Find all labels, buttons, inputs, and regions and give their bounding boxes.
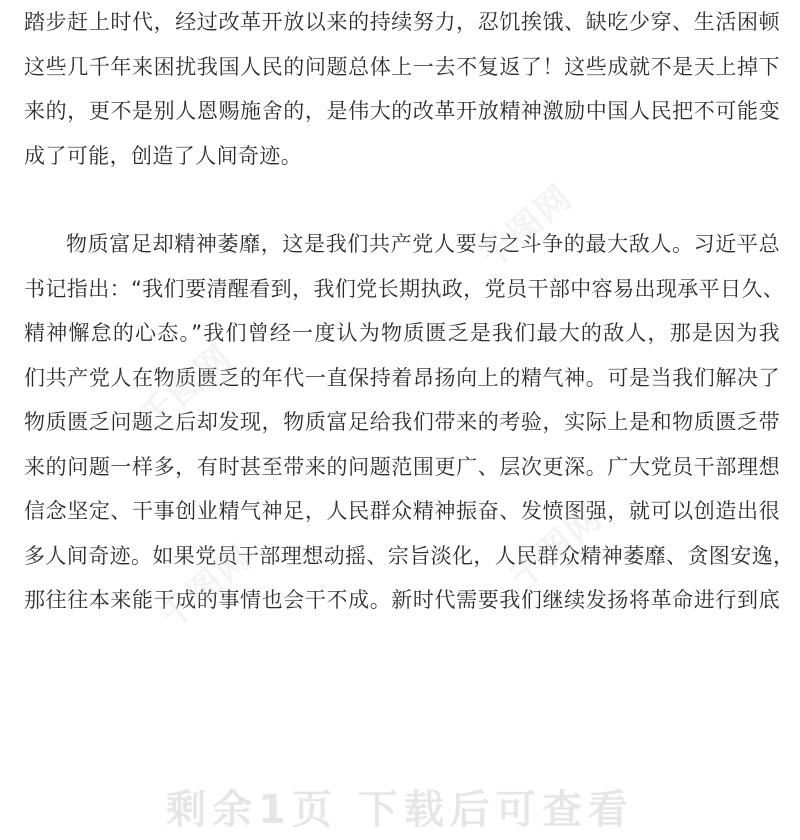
paragraph-2-line-4: 们共产党人在物质匮乏的年代一直保持着昂扬向上的精气神。可是当我们解决了 — [24, 365, 780, 390]
paragraph-1-line-4: 成了可能，创造了人间奇迹。 — [24, 143, 303, 168]
watermark: 千图网 — [152, 537, 261, 638]
paragraph-2-line-8: 多人间奇迹。如果党员干部理想动摇、宗旨淡化，人民群众精神萎靡、贪图安逸， — [24, 543, 795, 568]
watermark: 千图网 — [502, 497, 611, 598]
paragraph-2-line-9: 那往往本来能干成的事情也会干不成。新时代需要我们继续发扬将革命进行到底 — [24, 588, 780, 612]
watermark: 千图网 — [132, 337, 241, 438]
paragraph-1-line-2: 这些几千年来困扰我国人民的问题总体上一去不复返了！这些成就不是天上掉下 — [24, 54, 780, 79]
paragraph-2-line-1: 物质富足却精神萎靡，这是我们共产党人要与之斗争的最大敌人。习近平总 — [66, 232, 780, 256]
paragraph-2-line-7: 信念坚定、干事创业精气神足，人民群众精神振奋、发愤图强，就可以创造出很 — [24, 499, 780, 523]
paragraph-1 — [24, 0, 780, 178]
paragraph-2-line-3: 精神懈怠的心态。”我们曾经一度认为物质匮乏是我们最大的敌人，那是因为我 — [24, 321, 780, 345]
watermark: 千图网 — [472, 177, 581, 278]
paragraph-1-line-3: 来的，更不是别人恩赐施舍的，是伟大的改革开放精神激励中国人民把不可能变 — [24, 99, 780, 123]
remaining-pages-banner[interactable]: 剩余1页 下载后可查看 — [166, 787, 634, 833]
paragraph-2-line-5: 物质匮乏问题之后却发现，物质富足给我们带来的考验，实际上是和物质匮乏带 — [24, 410, 780, 434]
paragraph-1-line-1: 踏步赶上时代，经过改革开放以来的持续努力，忍饥挨饿、缺吃少穿、生活困顿 — [24, 10, 780, 34]
paragraph-2 — [24, 222, 795, 623]
paragraph-2-line-6: 来的问题一样多，有时甚至带来的问题范围更广、层次更深。广大党员干部理想 — [24, 454, 780, 479]
paragraph-2-line-2: 书记指出：“我们要清醒看到，我们党长期执政，党员干部中容易出现承平日久、 — [24, 276, 785, 301]
